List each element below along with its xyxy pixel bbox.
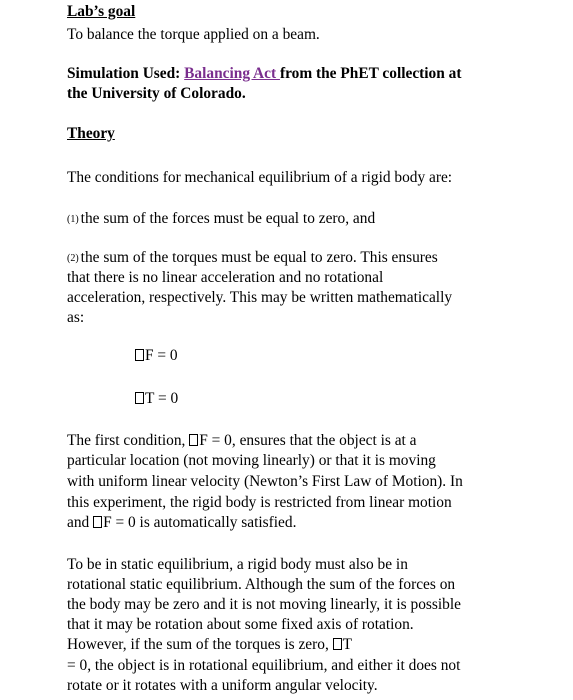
para1-text-5a: and — [67, 514, 94, 531]
para1-text-1b: F = 0, ensures that the object is at a — [199, 432, 417, 449]
para2-line-6: = 0, the object is in rotational equilibrium, and either it does not — [67, 657, 461, 674]
para1-line-2: particular location (not moving linearly) or that it is moving — [67, 452, 436, 469]
theory-heading: Theory — [67, 125, 115, 142]
condition-1-text: the sum of the forces must be equal to zero, and — [80, 210, 376, 227]
para1-line-3: with uniform linear velocity (Newton’s First Law of Motion). In — [67, 473, 463, 490]
equation-force — [135, 346, 178, 366]
sum-symbol-placeholder-icon — [189, 434, 198, 446]
condition-2-line-3: acceleration, respectively. This may be written mathematically — [67, 289, 453, 306]
simulation-line-1 — [67, 64, 461, 84]
condition-2-line-4: as: — [67, 309, 85, 326]
simulation-label: Simulation Used: — [67, 65, 185, 82]
para2-text-5b: T — [342, 636, 353, 653]
goal-text: To balance the torque applied on a beam. — [67, 26, 320, 43]
para1-text-1a: The first condition, — [67, 432, 190, 449]
para1-line-5 — [67, 513, 296, 533]
equation-torque — [135, 389, 178, 409]
equation-force-text: F = 0 — [145, 347, 178, 364]
simulation-line-2: the University of Colorado. — [67, 85, 246, 102]
para1-line-1 — [67, 431, 417, 451]
condition-2-text-1: the sum of the torques must be equal to zero. This ensures — [80, 249, 438, 266]
condition-2-line-1 — [67, 248, 438, 269]
sum-symbol-placeholder-icon — [93, 516, 102, 528]
sum-symbol-placeholder-icon — [135, 349, 144, 361]
para2-line-7: rotate or it rotates with a uniform angular velocity. — [67, 677, 378, 694]
balancing-act-link[interactable]: Balancing Act — [184, 65, 280, 82]
condition-2-line-2: that there is no linear acceleration and no rotational — [67, 269, 384, 286]
para2-line-1: To be in static equilibrium, a rigid body must also be in — [67, 556, 408, 573]
condition-2-number: (2) — [67, 253, 79, 264]
theory-intro: The conditions for mechanical equilibrium of a rigid body are: — [67, 169, 453, 186]
para2-line-4: that it may be rotation about some fixed axis of rotation. — [67, 616, 414, 633]
sum-symbol-placeholder-icon — [135, 392, 144, 404]
condition-1 — [67, 209, 375, 230]
goal-heading: Lab’s goal — [67, 3, 136, 20]
para2-line-3: the body may be zero and it is not moving linearly, it is possible — [67, 596, 461, 613]
para2-line-2: rotational static equilibrium. Although the sum of the forces on — [67, 576, 456, 593]
para2-line-5 — [67, 635, 352, 655]
para2-text-5a: However, if the sum of the torques is zero, — [67, 636, 333, 653]
equation-torque-text: T = 0 — [145, 390, 179, 407]
sum-symbol-placeholder-icon — [333, 638, 342, 650]
para1-line-4: this experiment, the rigid body is restricted from linear motion — [67, 494, 452, 511]
condition-1-number: (1) — [67, 214, 79, 225]
simulation-rest-1: from the PhET collection at — [279, 65, 462, 82]
para1-text-5b: F = 0 is automatically satisfied. — [103, 514, 297, 531]
